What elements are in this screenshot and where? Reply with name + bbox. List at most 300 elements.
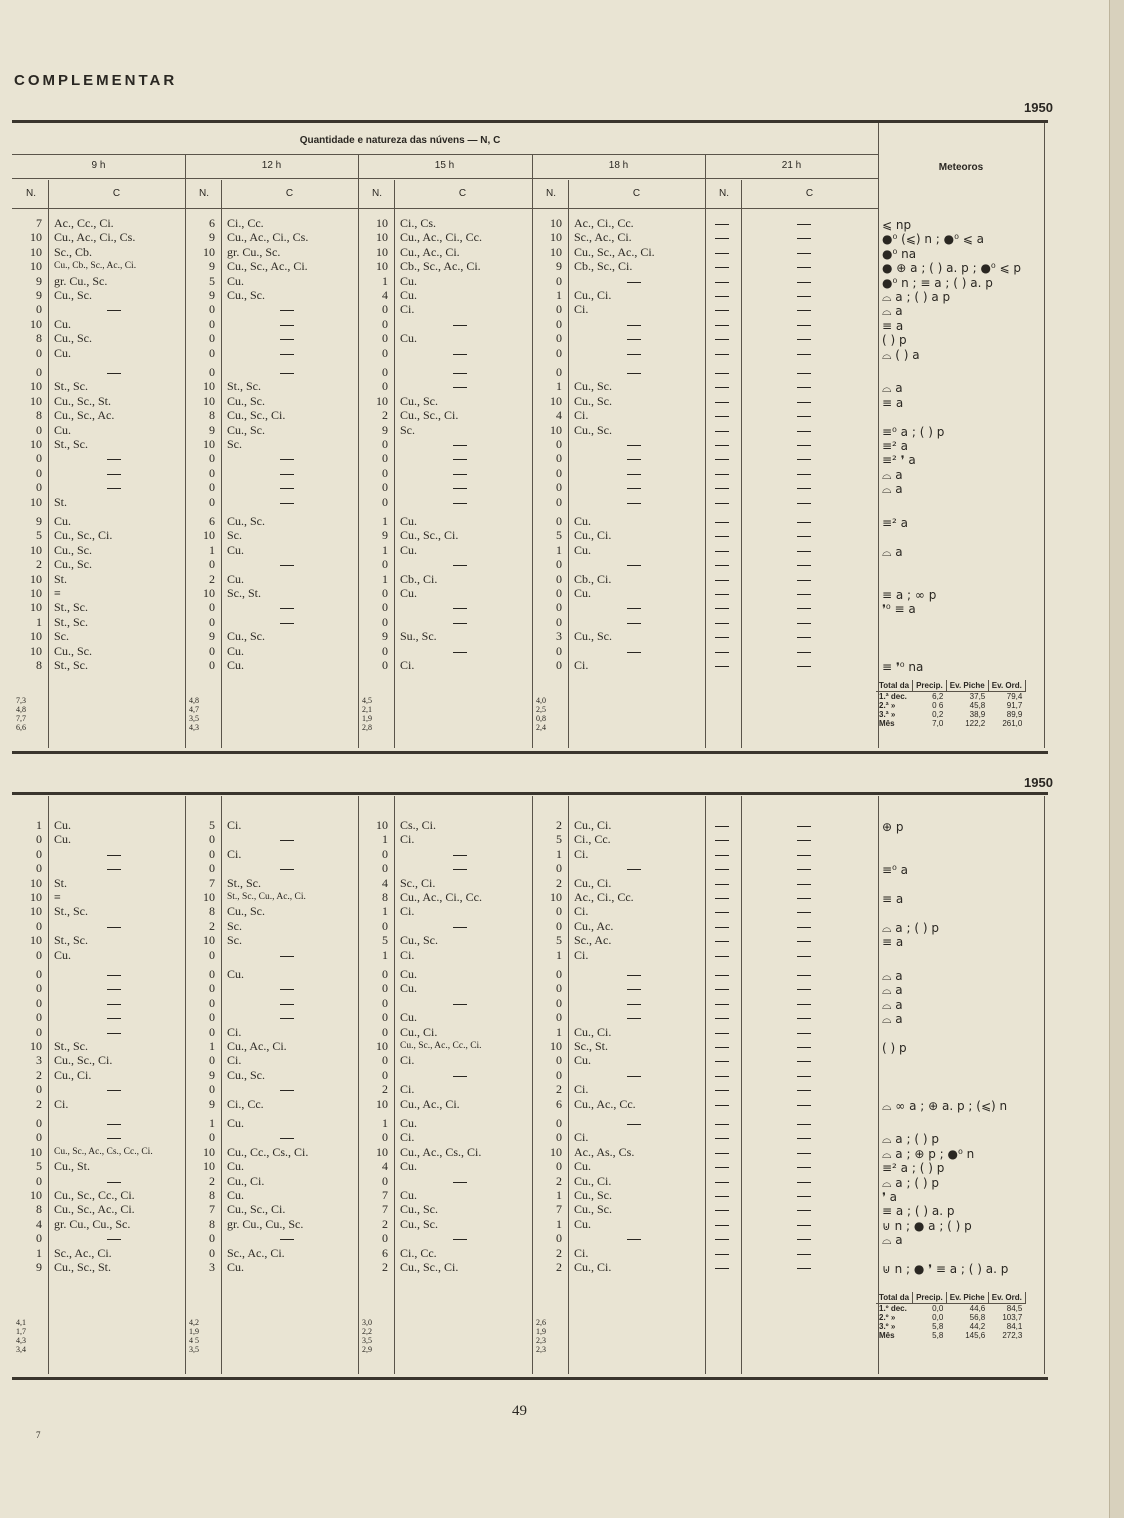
cloud-type: Cu.	[400, 273, 418, 288]
cloud-type: Cu.	[400, 1010, 418, 1025]
cloud-type: Ci.	[574, 1130, 589, 1145]
cloud-type: Ci.	[400, 302, 415, 317]
totals-cell: 0,2	[932, 710, 944, 719]
cloud-type: Cu.	[227, 1188, 245, 1202]
cloud-type: Ac., Ci., Cc.	[574, 216, 634, 230]
dash-mark	[797, 282, 811, 283]
dash-mark	[107, 989, 121, 990]
n-value: 0	[36, 1130, 42, 1145]
meteoros-entry: ⌓ a	[882, 544, 903, 559]
totals-cell: 3.º »	[879, 1322, 896, 1331]
n-value: 0	[36, 981, 42, 996]
n-value: 6	[382, 1245, 388, 1260]
dash-mark	[715, 1018, 729, 1019]
n-value: 0	[209, 1245, 215, 1260]
n-value: 1	[556, 1024, 562, 1039]
n-value: 1	[36, 818, 42, 832]
dash-mark	[715, 1182, 729, 1183]
totals-cell: 44,2	[969, 1322, 986, 1331]
bottom-totals-table	[876, 1292, 1026, 1340]
n-value: 0	[209, 600, 215, 615]
cloud-type: Cu., Sc., Ci.	[400, 408, 459, 423]
dash-mark	[797, 637, 811, 638]
cloud-type: Cu., Ac., Cs., Ci.	[400, 1144, 482, 1159]
dash-mark	[715, 253, 729, 254]
cloud-type: Ci.	[227, 818, 242, 832]
n-value: 10	[30, 230, 42, 245]
average-values: 2,6 1,9 2,3 2,3	[536, 1318, 546, 1354]
n-value: 10	[376, 216, 388, 230]
n-value: 0	[556, 365, 562, 379]
n-value: 0	[382, 981, 388, 996]
n-c-divider	[741, 796, 742, 1374]
dash-mark	[627, 989, 641, 990]
n-value: 10	[30, 542, 42, 557]
n-value: 0	[382, 1130, 388, 1145]
dash-mark	[797, 1004, 811, 1005]
cloud-type: St., Sc., Cu., Ac., Ci.	[227, 892, 306, 902]
totals-header: Ev. Piche	[946, 680, 988, 692]
dash-mark	[797, 354, 811, 355]
dash-mark	[797, 884, 811, 885]
dash-mark	[715, 536, 729, 537]
dash-mark	[715, 1090, 729, 1091]
dash-mark	[715, 1225, 729, 1226]
cloud-type: Cu.	[54, 316, 72, 331]
n-value: 2	[382, 1260, 388, 1274]
n-value: 10	[203, 933, 215, 948]
n-value: 10	[203, 890, 215, 904]
page-edge	[1109, 0, 1124, 1518]
meteoros-entry: ( ) p	[882, 1041, 907, 1055]
dash-mark	[280, 1239, 294, 1240]
meteoros-entry: ⌓ a	[882, 381, 903, 396]
n-c-divider	[394, 180, 395, 748]
dash-mark	[797, 325, 811, 326]
n-value: 0	[209, 1130, 215, 1145]
n-value: 0	[209, 345, 215, 360]
n-value: 1	[382, 273, 388, 288]
dash-mark	[280, 354, 294, 355]
n-value: 0	[556, 614, 562, 629]
totals-header: Precip.	[913, 1292, 947, 1304]
meteoros-entry: ⌓ a	[882, 969, 903, 983]
n-column-header: N.	[372, 188, 382, 199]
n-value: 8	[209, 904, 215, 919]
n-value: 10	[30, 571, 42, 586]
n-value: 0	[382, 379, 388, 394]
cloud-type: Sc.	[227, 933, 242, 948]
dash-mark	[715, 912, 729, 913]
cloud-type: Ac., Ci., Cc.	[574, 890, 634, 904]
n-value: 1	[382, 1116, 388, 1130]
dash-mark	[797, 402, 811, 403]
dash-mark	[453, 855, 467, 856]
dash-mark	[715, 339, 729, 340]
n-value: 0	[382, 345, 388, 360]
totals-header: Precip.	[913, 680, 947, 692]
cloud-type: Cu., Sc., Ci.	[227, 1202, 286, 1217]
dash-mark	[797, 1047, 811, 1048]
n-value: 0	[209, 1082, 215, 1097]
n-value: 0	[209, 981, 215, 996]
cloud-type: Cu., Sc.	[574, 422, 613, 437]
cloud-type: Cu.	[227, 571, 245, 586]
n-value: 8	[209, 408, 215, 423]
top-totals-table	[876, 680, 1026, 728]
dash-mark	[797, 267, 811, 268]
n-value: 10	[550, 890, 562, 904]
cloud-type: Ac., As., Cs.	[574, 1144, 635, 1159]
meteoros-entry: ≡⁰ a	[882, 863, 909, 878]
cloud-type: ≡	[54, 890, 61, 904]
dash-mark	[715, 869, 729, 870]
cloud-type: Cu.	[227, 273, 245, 288]
n-value: 0	[209, 643, 215, 658]
totals-cell: 272,3	[1002, 1331, 1023, 1340]
n-value: 9	[209, 288, 215, 302]
n-value: 1	[209, 1039, 215, 1053]
cloud-type: Cu., Sc., Ci.	[54, 528, 113, 543]
column-divider	[878, 796, 879, 1374]
n-value: 10	[203, 437, 215, 451]
meteoros-entry: ≡⁰ a ; ( ) p	[882, 424, 945, 439]
cloud-type: Sc., St.	[574, 1039, 609, 1053]
cloud-type: gr. Cu., Cu., Sc.	[54, 1216, 131, 1231]
cloud-type: Cu.	[54, 832, 72, 847]
c-column-header: C	[632, 188, 641, 199]
dash-mark	[715, 1254, 729, 1255]
n-value: 0	[36, 861, 42, 876]
dash-mark	[107, 459, 121, 460]
cloud-type: Ci.	[400, 1053, 415, 1068]
n-value: 0	[556, 1053, 562, 1068]
dash-mark	[715, 1196, 729, 1197]
n-c-divider	[741, 180, 742, 748]
n-value: 0	[556, 331, 562, 346]
n-value: 9	[382, 528, 388, 543]
table-caption: Quantidade e natureza das núvens — N, C	[299, 135, 501, 146]
dash-mark	[453, 503, 467, 504]
n-c-divider	[568, 796, 569, 1374]
cloud-type: Ci.	[54, 1096, 69, 1111]
cloud-type: Sc., Ac.	[574, 933, 612, 948]
cloud-type: Cs., Ci.	[400, 818, 437, 832]
n-value: 0	[556, 861, 562, 876]
dash-mark	[280, 1004, 294, 1005]
cloud-type: Cu., Sc., Ac., Ci.	[574, 244, 655, 259]
dash-mark	[715, 1105, 729, 1106]
dash-mark	[797, 296, 811, 297]
n-value: 1	[36, 1245, 42, 1260]
n-value: 0	[382, 995, 388, 1010]
totals-cell: 89,9	[1006, 710, 1023, 719]
cloud-type: Cu.	[400, 1159, 418, 1174]
cloud-type: St., Sc.	[54, 437, 89, 451]
n-value: 10	[30, 933, 42, 948]
dash-mark	[715, 387, 729, 388]
n-value: 0	[556, 967, 562, 981]
cloud-type: Cu., Ci.	[400, 1024, 438, 1039]
average-values: 3,0 2,2 3,5 2,9	[362, 1318, 372, 1354]
dash-mark	[797, 989, 811, 990]
n-value: 0	[382, 1067, 388, 1082]
n-value: 0	[556, 437, 562, 451]
n-value: 10	[376, 230, 388, 245]
dash-mark	[797, 339, 811, 340]
n-value: 9	[382, 629, 388, 644]
n-value: 10	[376, 1039, 388, 1053]
cloud-type: Cu.	[227, 967, 245, 981]
n-value: 0	[556, 557, 562, 572]
n-value: 0	[556, 600, 562, 615]
dash-mark	[627, 325, 641, 326]
n-value: 0	[382, 600, 388, 615]
n-value: 0	[36, 365, 42, 379]
n-value: 4	[382, 875, 388, 890]
dash-mark	[797, 898, 811, 899]
cloud-type: Cu., Sc.	[54, 557, 93, 572]
cloud-type: Cu., Ac., Ci., Cs.	[54, 230, 136, 245]
n-value: 0	[209, 316, 215, 331]
dash-mark	[715, 445, 729, 446]
cloud-type: Cu., Ac., Ci.	[400, 1096, 460, 1111]
n-value: 0	[36, 846, 42, 861]
year-label-top: 1950	[1024, 100, 1053, 115]
meteoros-entry: ⌓ a ; ( ) a p	[882, 290, 951, 304]
dash-mark	[280, 840, 294, 841]
dash-mark	[715, 416, 729, 417]
dash-mark	[715, 1153, 729, 1154]
dash-mark	[715, 927, 729, 928]
dash-mark	[797, 1210, 811, 1211]
cloud-type: Ci.	[574, 947, 589, 962]
cloud-type: Cu.	[227, 643, 245, 658]
dash-mark	[627, 339, 641, 340]
totals-cell: Mês	[879, 719, 895, 728]
cloud-type: Cu., Sc., Ac., Cc., Ci.	[400, 1041, 482, 1051]
dash-mark	[797, 1138, 811, 1139]
cloud-type: Cu., Sc.	[54, 643, 93, 658]
n-value: 0	[36, 422, 42, 437]
dash-mark	[797, 1196, 811, 1197]
dash-mark	[715, 1124, 729, 1125]
n-value: 0	[556, 480, 562, 495]
n-value: 0	[382, 1053, 388, 1068]
cloud-type: Ci.	[574, 408, 589, 423]
meteoros-entry: ≡ a	[882, 892, 904, 906]
dash-mark	[453, 1004, 467, 1005]
meteoros-entry: ≡ a	[882, 395, 904, 410]
cloud-type: Ci., Cc.	[574, 832, 611, 847]
dash-mark	[453, 652, 467, 653]
n-value: 0	[209, 832, 215, 847]
totals-header: Ev. Ord.	[988, 680, 1025, 692]
cloud-type: Cu., St.	[54, 1159, 91, 1174]
n-value: 0	[556, 1010, 562, 1025]
cloud-type: Cb., Sc., Ac., Ci.	[400, 259, 481, 274]
cloud-type: Cu.	[400, 514, 418, 528]
n-column-header: N.	[26, 188, 36, 199]
average-values: 4,1 1,7 4,3 3,4	[16, 1318, 26, 1354]
cloud-type: Cu., Ac., Ci.	[400, 244, 460, 259]
cloud-type: St., Sc.	[54, 933, 89, 948]
dash-mark	[715, 325, 729, 326]
dash-mark	[107, 1033, 121, 1034]
dash-mark	[797, 1167, 811, 1168]
dash-mark	[627, 1004, 641, 1005]
dash-mark	[797, 459, 811, 460]
dash-mark	[715, 551, 729, 552]
dash-mark	[715, 565, 729, 566]
meteoros-entry: ●⁰ (⩽) n ; ●⁰ ⩽ a	[882, 232, 984, 247]
cloud-type: Cu.	[227, 542, 245, 557]
dash-mark	[797, 1090, 811, 1091]
meteoros-entry: ≡ a ; ∞ p	[882, 588, 937, 602]
n-value: 0	[556, 658, 562, 672]
dash-mark	[453, 459, 467, 460]
dash-mark	[280, 623, 294, 624]
cloud-type: Sc., Ac., Ci.	[574, 230, 632, 245]
dash-mark	[280, 503, 294, 504]
meteoros-entry: ⊍ n ; ● a ; ( ) p	[882, 1218, 972, 1233]
n-value: 7	[382, 1202, 388, 1217]
dash-mark	[797, 1124, 811, 1125]
n-value: 0	[382, 586, 388, 600]
cloud-type: Cu.	[400, 981, 418, 996]
cloud-type: Cu., Sc.	[574, 1188, 613, 1202]
n-value: 10	[30, 1188, 42, 1202]
n-value: 8	[36, 658, 42, 672]
n-value: 2	[36, 1096, 42, 1111]
n-value: 0	[209, 967, 215, 981]
n-value: 5	[209, 273, 215, 288]
n-value: 1	[382, 904, 388, 919]
n-value: 0	[556, 302, 562, 317]
dash-mark	[797, 445, 811, 446]
cloud-type: Cu., Sc.	[54, 288, 93, 302]
dash-mark	[715, 637, 729, 638]
meteoros-entry: ⌓ a	[882, 1012, 903, 1027]
n-value: 7	[209, 875, 215, 890]
totals-cell: 2.º »	[879, 1313, 896, 1322]
n-value: 0	[382, 316, 388, 331]
page-title: COMPLEMENTAR	[14, 72, 178, 89]
dash-mark	[715, 855, 729, 856]
cloud-type: Cu., Cc., Cs., Ci.	[227, 1144, 309, 1159]
cloud-type: Cu., Sc.	[400, 1216, 439, 1231]
average-values: 4,5 2,1 1,9 2,8	[362, 696, 372, 732]
n-value: 0	[556, 904, 562, 919]
dash-mark	[280, 488, 294, 489]
dash-mark	[627, 565, 641, 566]
dash-mark	[715, 1047, 729, 1048]
dash-mark	[797, 1239, 811, 1240]
n-value: 0	[382, 302, 388, 317]
cloud-type: Cu., Cb., Sc., Ac., Ci.	[54, 261, 137, 272]
cloud-type: Cu., Sc., Ac., Cs., Cc., Ci.	[54, 1146, 153, 1157]
n-value: 2	[556, 818, 562, 832]
dash-mark	[715, 989, 729, 990]
dash-mark	[715, 1210, 729, 1211]
dash-mark	[715, 1138, 729, 1139]
column-divider	[1044, 123, 1045, 748]
n-value: 9	[36, 288, 42, 302]
n-value: 1	[556, 542, 562, 557]
n-value: 0	[36, 1024, 42, 1039]
cloud-type: Sc., Ci.	[400, 875, 436, 890]
n-value: 10	[203, 393, 215, 408]
meteoros-entry: ⌓ ( ) a	[882, 347, 920, 362]
n-value: 2	[382, 408, 388, 423]
n-value: 10	[376, 818, 388, 832]
dash-mark	[715, 840, 729, 841]
n-value: 4	[382, 288, 388, 302]
totals-cell: 1.º dec.	[879, 1304, 907, 1313]
cloud-type: Cu., Ci.	[574, 288, 612, 302]
n-value: 10	[30, 875, 42, 890]
n-value: 0	[209, 365, 215, 379]
meteoros-entry: ⌓ a ; ( ) p	[882, 1132, 939, 1147]
cloud-type: Cu., Ac., Ci., Cs.	[227, 230, 309, 245]
dash-mark	[797, 387, 811, 388]
dash-mark	[453, 474, 467, 475]
dash-mark	[797, 975, 811, 976]
dash-mark	[715, 474, 729, 475]
n-value: 0	[209, 480, 215, 495]
n-value: 2	[209, 918, 215, 933]
dash-mark	[715, 488, 729, 489]
n-value: 0	[382, 658, 388, 672]
meteoros-entry: ≡² a	[882, 516, 909, 530]
dash-mark	[627, 373, 641, 374]
n-value: 10	[203, 244, 215, 259]
dash-mark	[715, 1239, 729, 1240]
dash-mark	[797, 224, 811, 225]
n-value: 0	[556, 273, 562, 288]
n-value: 1	[209, 542, 215, 557]
n-value: 2	[556, 875, 562, 890]
dash-mark	[797, 666, 811, 667]
dash-mark	[797, 238, 811, 239]
totals-cell: 3.ª »	[879, 710, 896, 719]
cloud-type: Sc.	[54, 629, 69, 644]
n-value: 0	[209, 1024, 215, 1039]
cloud-type: Ci., Cc.	[227, 1096, 264, 1111]
n-column-header: N.	[546, 188, 556, 199]
dash-mark	[797, 652, 811, 653]
dash-mark	[107, 1239, 121, 1240]
meteoros-entry: ≡ a	[882, 318, 904, 333]
meteoros-entry: ●⁰ n ; ≡ a ; ( ) a. p	[882, 275, 993, 290]
c-column-header: C	[285, 188, 294, 199]
n-value: 8	[209, 1188, 215, 1202]
n-column-header: N.	[719, 188, 729, 199]
n-value: 1	[382, 947, 388, 962]
cloud-type: Cu.	[574, 542, 592, 557]
n-c-divider	[48, 180, 49, 748]
totals-cell: 38,9	[969, 710, 986, 719]
average-values: 7,3 4,8 7,7 6,6	[16, 696, 26, 732]
hour-header: 21 h	[781, 160, 802, 171]
cloud-type: Cu.	[54, 422, 72, 437]
cloud-type: Cu.	[574, 1159, 592, 1174]
dash-mark	[453, 387, 467, 388]
dash-mark	[715, 884, 729, 885]
cloud-type: Ci., Cs.	[400, 216, 437, 230]
n-value: 0	[556, 643, 562, 658]
meteoros-entry: ⌓ a	[882, 1233, 903, 1248]
